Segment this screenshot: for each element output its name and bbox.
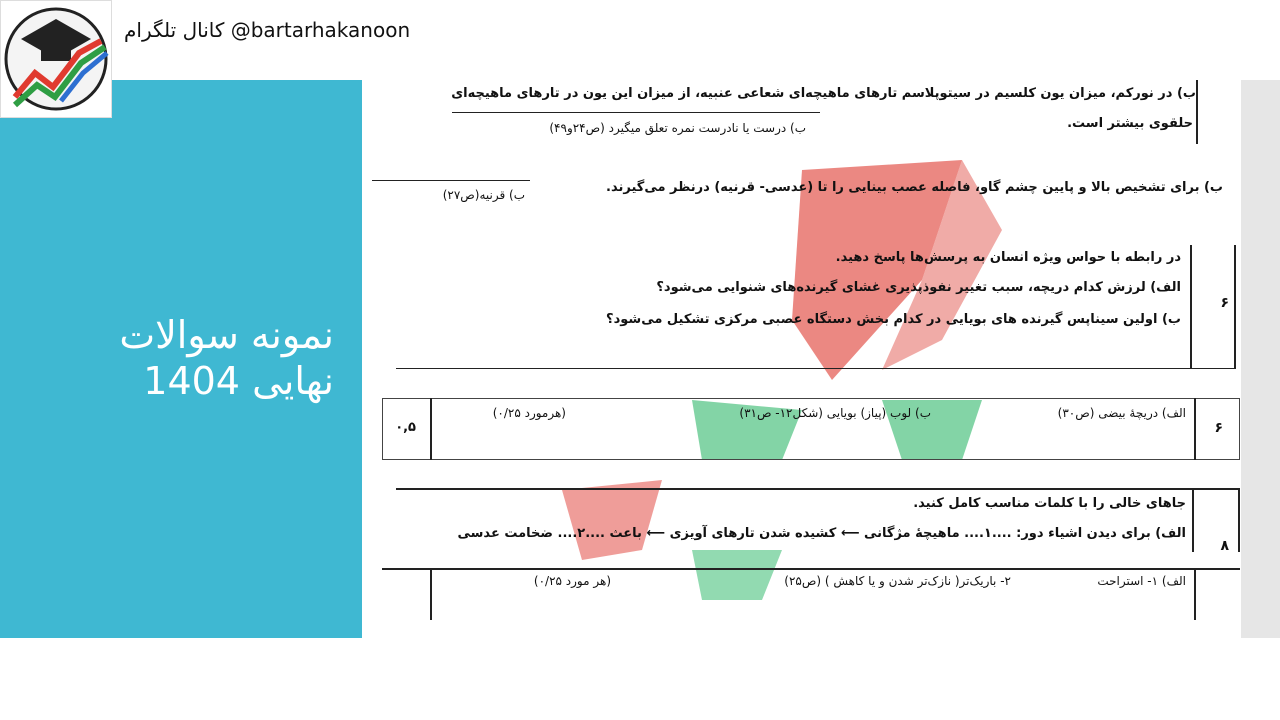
table-border	[1194, 398, 1196, 460]
table-border	[430, 398, 432, 460]
answer-6-number: ۶	[1214, 420, 1223, 436]
question-8-number: ۸	[1220, 538, 1229, 554]
answer-6-total-score: ۰,۵	[395, 420, 416, 435]
table-border	[1192, 488, 1194, 552]
answer-6-each-score: (هرمورد ۰/۲۵)	[492, 406, 566, 420]
question-6-part-a: الف) لرزش کدام دریچه، سبب تغییر نفوذپذیری غشای گیرنده‌های شنوایی می‌شود؟	[656, 280, 1181, 295]
question-b-eye: ب) برای تشخیص بالا و پایین چشم گاو، فاصله عصب بینایی را تا (عدسی- قرنیه) درنظر می‌گیرند.	[606, 180, 1223, 195]
table-border	[430, 568, 432, 620]
question-8-intro: جاهای خالی را با کلمات مناسب کامل کنید.	[913, 496, 1186, 511]
answer-6-part-a: الف) دریچۀ بیضی (ص۳۰)	[1057, 406, 1186, 420]
right-edge-strip	[1241, 80, 1280, 638]
exam-document-scan	[362, 80, 1241, 620]
panel-title	[34, 312, 334, 404]
answer-6-part-b: ب) لوب (پیاز) بویایی (شکل۱۲- ص۳۱)	[739, 406, 931, 420]
table-border	[1238, 488, 1240, 552]
panel-title-line1: نمونه سوالات	[119, 313, 334, 357]
question-6-part-b: ب) اولین سیناپس گیرنده های بویایی در کدام بخش دستگاه عصبی مرکزی تشکیل می‌شود؟	[606, 312, 1181, 327]
answer-b-eye: ب) قرنیه(ص۲۷)	[442, 188, 525, 202]
table-border	[1194, 568, 1196, 620]
question-b-calcium-line2: حلقوی بیشتر است.	[1067, 116, 1193, 131]
question-8-part-a: الف) برای دیدن اشیاء دور: ....۱.... ماهیچۀ مژگانی ⟵ کشیده شدن تارهای آویزی ⟵ باعث ....۲.... ضخامت عدسی	[457, 526, 1186, 541]
answer-b-calcium: ب) درست یا نادرست نمره تعلق میگیرد (ص۲۴و۴۹)	[549, 121, 806, 135]
telegram-channel-label: کانال تلگرام @bartarhakanoon	[124, 18, 411, 42]
answer-8-part-2: ۲- باریک‌تر( نازک‌تر شدن و یا کاهش ) (ص۲۵)	[784, 574, 1011, 588]
channel-logo	[0, 0, 112, 118]
table-border	[396, 488, 1240, 490]
question-6-number: ۶	[1220, 295, 1229, 311]
panel-title-line2: نهایی 1404	[143, 359, 334, 403]
table-border	[1234, 245, 1236, 369]
table-border	[1190, 245, 1192, 369]
table-border	[1196, 80, 1198, 144]
question-6-intro: در رابطه با حواس ویژه انسان به پرسش‌ها پاسخ دهید.	[835, 250, 1181, 265]
answer-8-part-1: الف) ۱- استراحت	[1097, 574, 1186, 588]
answer-8-each-score: (هر مورد ۰/۲۵)	[533, 574, 611, 588]
answer-divider	[372, 180, 530, 181]
answer-divider	[452, 112, 820, 113]
question-b-calcium-line1: ب) در نورکم، میزان یون کلسیم در سیتوپلاسم تارهای ماهیچه‌ای شعاعی عنبیه، از میزان این یون در تارهای ماهیچه‌ای	[451, 86, 1196, 101]
table-border	[382, 568, 1240, 570]
table-border	[396, 368, 1236, 369]
logo-graduation-chart-icon	[1, 1, 111, 117]
